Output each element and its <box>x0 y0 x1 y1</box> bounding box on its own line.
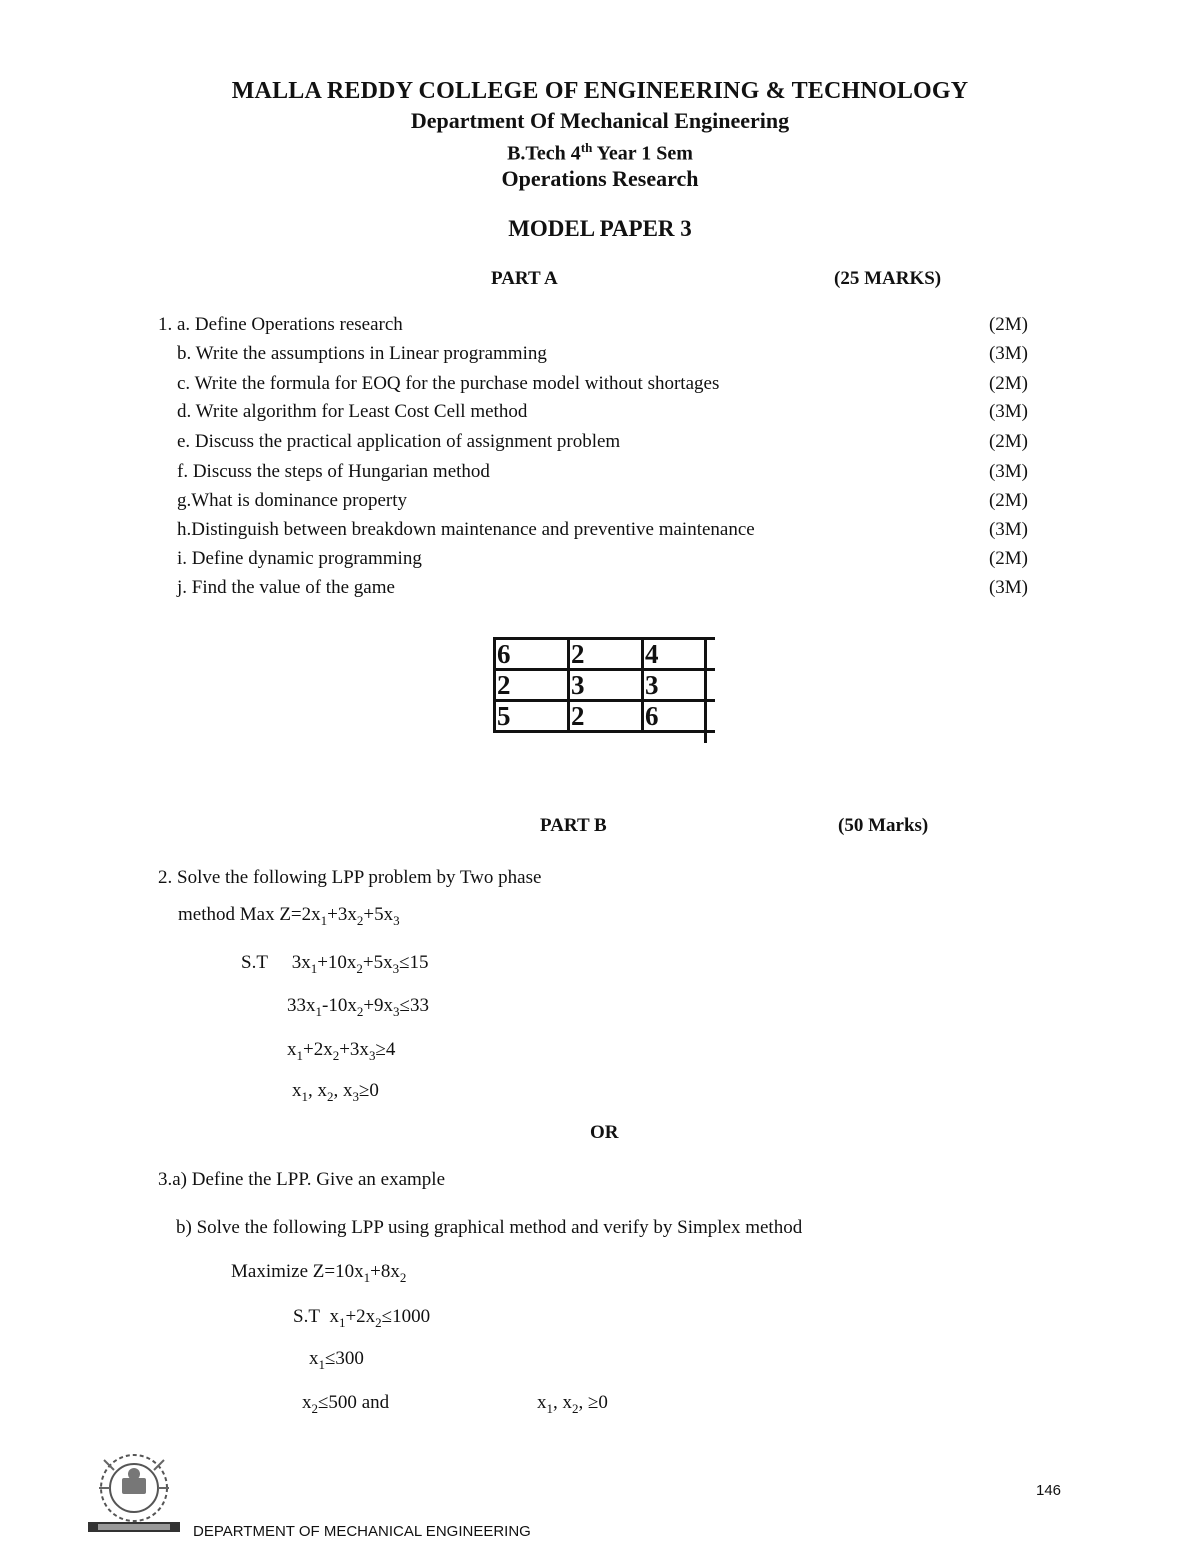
matrix-cell: 4 <box>643 639 716 670</box>
question-3b-nonneg: $x_1$, $x_2$, ≥0 <box>537 1392 608 1416</box>
course-info: B.Tech 4th Year 1 Sem <box>507 140 693 165</box>
or-label: OR <box>590 1122 619 1143</box>
matrix-cell: 6 <box>495 639 569 670</box>
part-b-label: PART B <box>540 815 607 836</box>
department-name: Department Of Mechanical Engineering <box>410 108 790 133</box>
question-2-constraint-2: $33x_1-10x_2+9x_3\le 33$ <box>287 995 429 1019</box>
page-number: 146 <box>1036 1482 1062 1499</box>
question-2-nonneg: $x_1$, $x_2$, $x_3\ge 0$ <box>292 1080 379 1104</box>
matrix-row <box>495 701 716 732</box>
matrix-cell: 2 <box>569 639 643 670</box>
footer-department: DEPARTMENT OF MECHANICAL ENGINEERING <box>193 1523 531 1540</box>
question-item: i. Define dynamic programming (2M) <box>177 548 1028 569</box>
question-2-objective: method Max $Z=2x_1+3x_2+5x_3$ <box>178 904 400 928</box>
game-matrix <box>493 637 715 733</box>
matrix-cell: 2 <box>569 701 643 732</box>
question-2-constraint-3: $x_1+2x_2+3x_3\ge 4$ <box>287 1039 396 1063</box>
matrix-cell: 3 <box>569 670 643 701</box>
part-a-marks: (25 MARKS) <box>834 268 942 289</box>
part-a-label: PART A <box>491 268 558 289</box>
question-item: b. Write the assumptions in Linear programming (3M) <box>177 343 1028 364</box>
question-2-line1: 2. Solve the following LPP problem by Two phase <box>158 867 542 888</box>
question-3b: b) Solve the following LPP using graphical method and verify by Simplex method <box>176 1217 803 1238</box>
matrix-cell: 6 <box>643 701 716 732</box>
matrix-cell: 2 <box>495 670 569 701</box>
question-item: c. Write the formula for EOQ for the purchase model without shortages (2M) <box>177 373 1028 394</box>
question-3b-objective: Maximize $Z=10x_1+8x_2$ <box>231 1261 407 1285</box>
matrix-row <box>495 639 716 670</box>
college-seal-icon <box>84 1448 184 1540</box>
question-item: 1. a. Define Operations research (2M) <box>158 314 1028 335</box>
matrix-cell: 3 <box>643 670 716 701</box>
matrix-cell: 5 <box>495 701 569 732</box>
question-3a: 3.a) Define the LPP. Give an example <box>158 1169 446 1190</box>
part-b-marks: (50 Marks) <box>838 815 929 836</box>
question-item: g.What is dominance property (2M) <box>177 490 1028 511</box>
paper-title: MODEL PAPER 3 <box>508 216 692 241</box>
question-item: d. Write algorithm for Least Cost Cell method (3M) <box>177 401 1028 422</box>
question-item: e. Discuss the practical application of assignment problem (2M) <box>177 431 1028 452</box>
matrix-row <box>495 670 716 701</box>
matrix-right-bar <box>704 637 707 743</box>
college-name: MALLA REDDY COLLEGE OF ENGINEERING & TECHNOLOGY <box>231 78 969 104</box>
question-item: f. Discuss the steps of Hungarian method (3M) <box>177 461 1028 482</box>
question-2-constraint-1: S.T $3x_1+10x_2+5x_3\le 15$ <box>241 952 429 976</box>
question-item: h.Distinguish between breakdown maintenance and preventive maintenance (3M) <box>177 519 1028 540</box>
question-3b-constraint-2: $x_1\le 300$ <box>309 1348 364 1372</box>
question-item: j. Find the value of the game (3M) <box>177 577 1028 598</box>
question-3b-constraint-1: S.T $x_1+2x_2\le 1000$ <box>293 1306 431 1330</box>
question-3b-constraint-3: $x_2\le 500$ and <box>302 1392 390 1416</box>
subject-title: Operations Research <box>501 166 699 191</box>
